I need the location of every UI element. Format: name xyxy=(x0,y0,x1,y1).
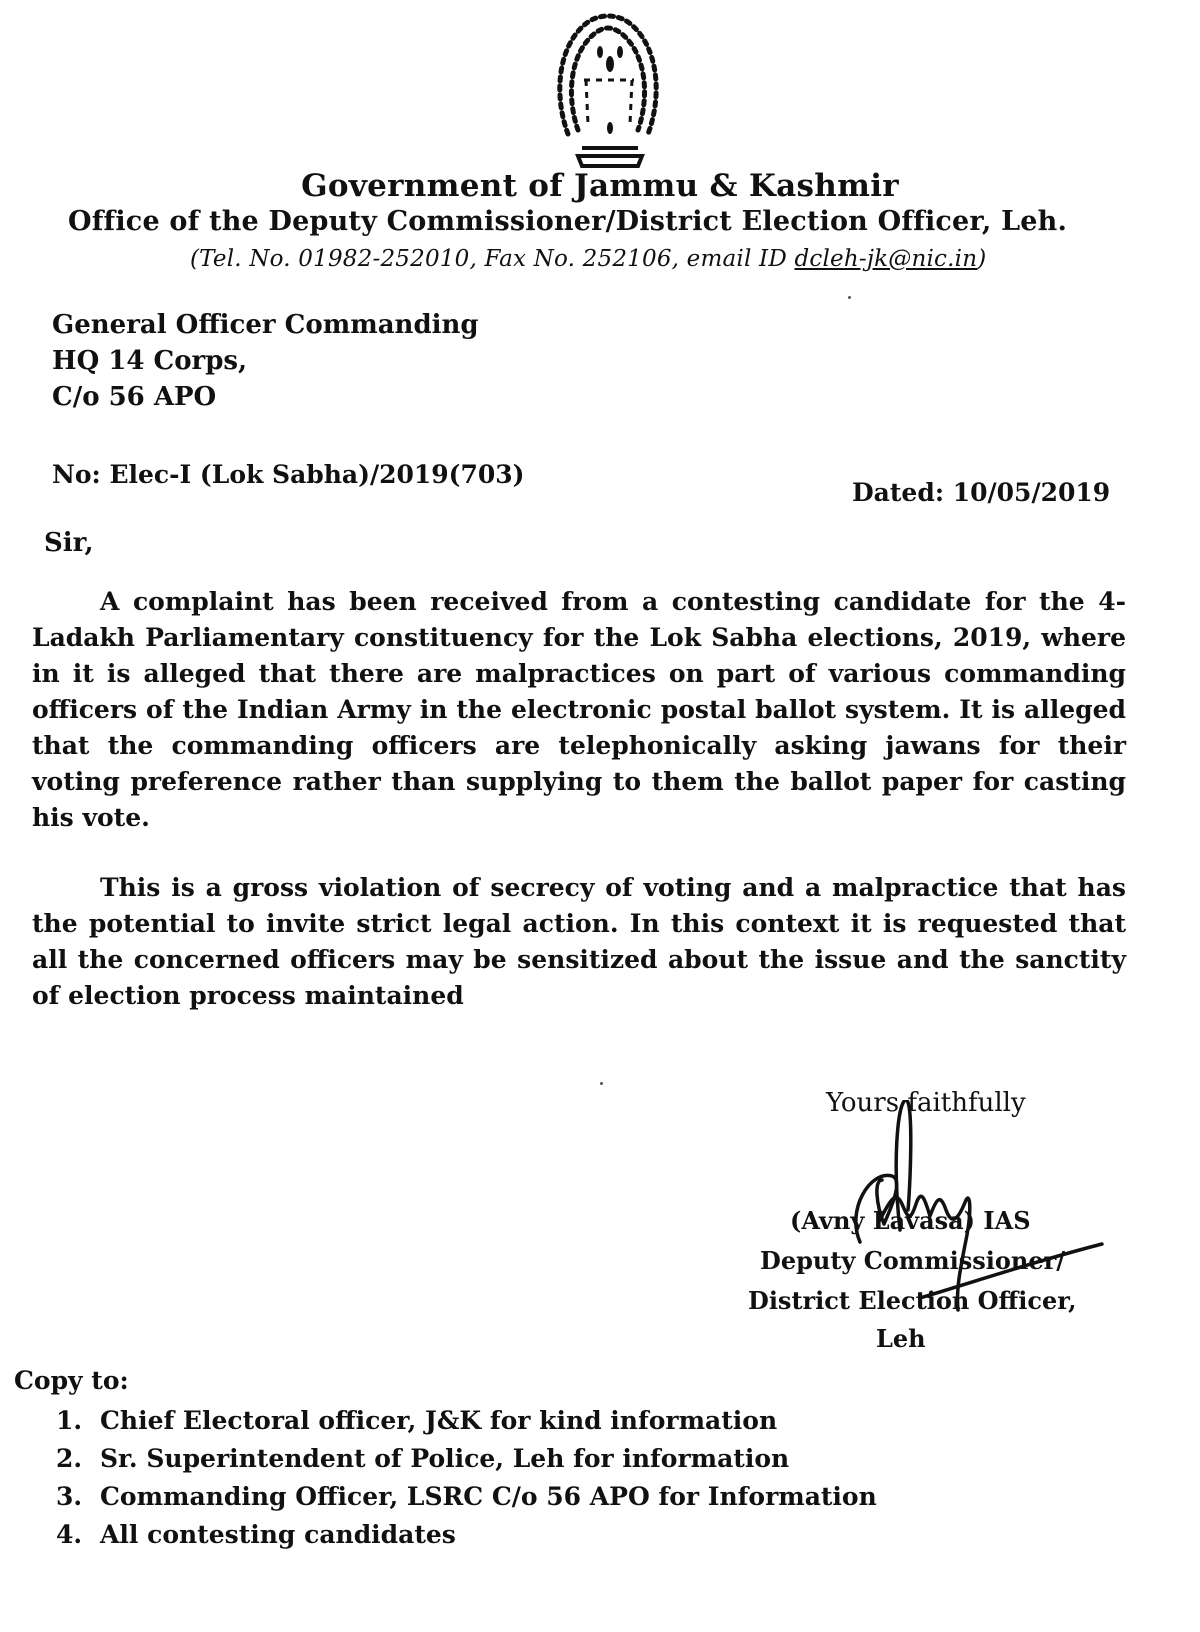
reference-number: No: Elec-I (Lok Sabha)/2019(703) xyxy=(52,460,525,489)
contact-line xyxy=(190,246,986,272)
copy-to-item: 3. Commanding Officer, LSRC C/o 56 APO for Information xyxy=(56,1482,877,1511)
closing-phrase: Yours faithfully xyxy=(826,1088,1026,1118)
signatory-designation-3: Leh xyxy=(876,1324,926,1353)
body-paragraph-2: This is a gross violation of secrecy of voting and a malpractice that has the potential to invite strict legal action. In this context it is requested that all the concerned officers may be sensitized about the issue and the sanctity of election process maintained xyxy=(32,873,1126,1010)
recipient-line-2: HQ 14 Corps, xyxy=(52,346,248,376)
contact-suffix: ) xyxy=(977,246,987,272)
state-emblem-icon xyxy=(548,4,668,172)
handwritten-signature-icon xyxy=(780,1100,1120,1320)
body-paragraph-1: A complaint has been received from a contesting candidate for the 4-Ladakh Parliamentary constituency for the Lok Sabha elections, 2019, where in it is alleged that there are malpractices on part of various commanding officers of the Indian Army in the electronic postal ballot system. It is alleged that the commanding officers are telephonically asking jawans for their voting preference rather than supplying to them the ballot paper for casting his vote. xyxy=(32,587,1126,832)
recipient-line-3: C/o 56 APO xyxy=(52,382,217,412)
signatory-designation-1: Deputy Commissioner/ xyxy=(760,1246,1065,1275)
signatory-name: (Avny Lavasa) IAS xyxy=(790,1206,1031,1235)
recipient-line-1: General Officer Commanding xyxy=(52,310,479,340)
scan-speck xyxy=(600,1082,603,1085)
scan-speck xyxy=(848,296,851,299)
email-link[interactable]: dcleh-jk@nic.in xyxy=(794,246,978,272)
copy-to-item: 1. Chief Electoral officer, J&K for kind information xyxy=(56,1406,778,1435)
contact-prefix: (Tel. No. 01982-252010, Fax No. 252106, email ID xyxy=(190,246,795,272)
government-title: Government of Jammu & Kashmir xyxy=(301,168,899,204)
signatory-designation-2: District Election Officer, xyxy=(748,1286,1077,1315)
copy-to-item: 2. Sr. Superintendent of Police, Leh for information xyxy=(56,1444,790,1473)
office-title: Office of the Deputy Commissioner/District Election Officer, Leh. xyxy=(68,206,1068,237)
letter-date: Dated: 10/05/2019 xyxy=(852,478,1111,507)
copy-to-list xyxy=(56,1404,877,1556)
copy-to-heading: Copy to: xyxy=(14,1366,129,1395)
salutation: Sir, xyxy=(44,528,94,558)
copy-to-item: 4. All contesting candidates xyxy=(56,1520,456,1549)
